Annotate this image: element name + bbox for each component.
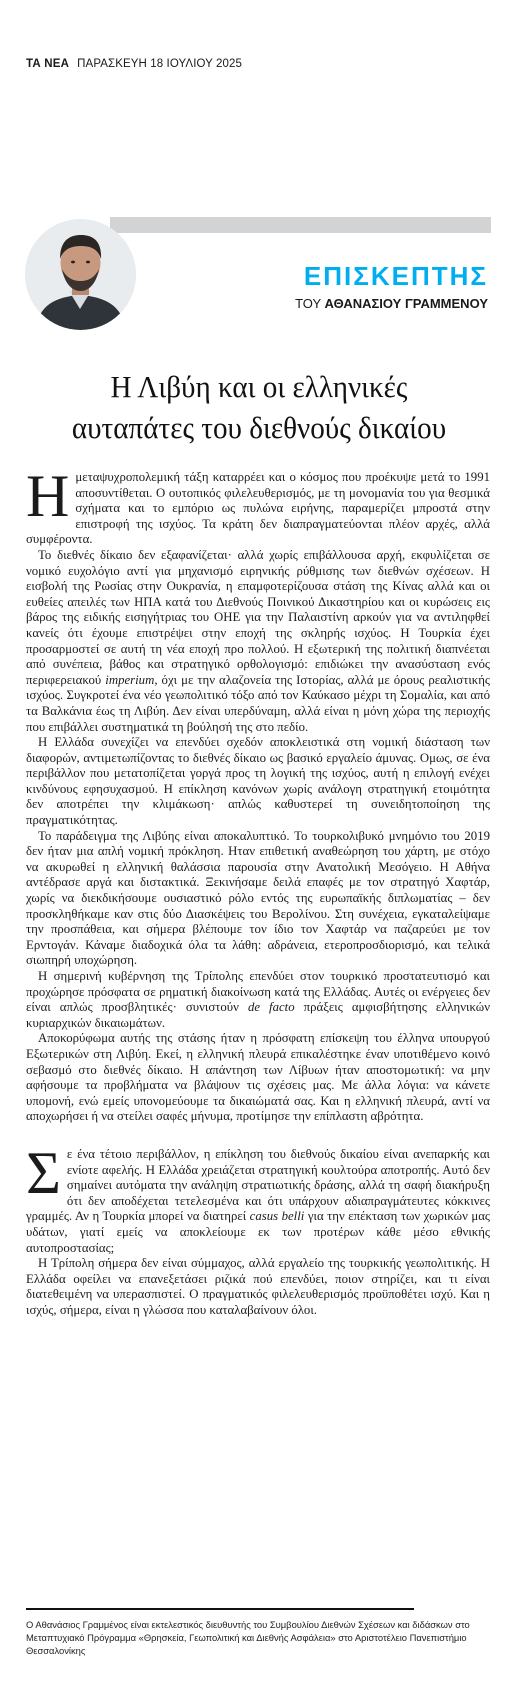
headline-line-2: αυταπάτες του διεθνούς δικαίου xyxy=(71,410,447,445)
author-name: ΑΘΑΝΑΣΙΟΥ ΓΡΑΜΜΕΝΟΥ xyxy=(324,296,488,311)
newspaper-name: ΤΑ ΝΕΑ xyxy=(26,58,70,70)
author-portrait-image xyxy=(25,219,136,330)
paragraph-8: Η Τρίπολη σήμερα δεν είναι σύμμαχος, αλλά εργαλείο της τουρκικής γεωπολιτικής. Η Ελλάδα οφείλει να επανεξετάσει ριζικά πού επενδύει, ποιον στηρίζει, και τι είναι διατεθειμένη να υπερασπιστεί. Ο πραγματικός φιλελευθερισμός προϋποθέτει ισχύ. Και η ισχύς, σήμερα, είναι η γλώσσα που καταλαβαίνουν όλοι. xyxy=(26,1256,490,1317)
column-name: ΕΠΙΣΚΕΠΤΗΣ xyxy=(303,261,488,291)
paragraph-3: Η Ελλάδα συνεχίζει να επενδύει σχεδόν αποκλειστικά στη νομική διάσταση των διαφορών, αντιμετωπίζοντας το διεθνές δίκαιο ως βασικό εργαλείο άμυνας. Ομως, σε ένα περιβάλλον που μετατοπίζεται γοργά προς τη λογική της ισχύος, αυτή η επιλογή ενέχει κινδύνους εφησυχασμού. Η επίκληση κανόνων χωρίς ανάλογη στρατηγική ετοιμότητα δεν αποτρέπει την κλιμάκωση· απλώς καθυστερεί τη συνειδητοποίηση της πραγματικότητας. xyxy=(26,735,490,828)
author-photo xyxy=(25,219,136,330)
paragraph-5-emphasis: de facto xyxy=(247,1000,295,1015)
paragraph-2 xyxy=(26,548,490,735)
article-body xyxy=(26,463,490,1318)
paragraph-7-text-b: για την επέκταση των χωρικών μας υδάτων, γιατί εμείς να αποκλείουμε εκ των προτέρων κάθε μέσο εθνικής αυτοπροστασίας; xyxy=(26,1209,490,1255)
paragraph-2-text-b: , όχι με την αλαζονεία της Ιστορίας, αλλά με όρους ρεαλιστικής ισχύος. Συγκροτεί ένα νέο γεωπολιτικό τόξο από τον Καύκασο μέχρι τη Σομαλία, και από τα Βαλκάνια έως τη Λιβύη. Δεν είναι υπερδύναμη, αλλά είναι η μόνη χώρα της περιοχής που επιβάλλει συστηματικά τη βούλησή της στο πεδίο. xyxy=(26,672,490,734)
author-bio: Ο Αθανάσιος Γραμμένος είναι εκτελεστικός διευθυντής του Συμβουλίου Διεθνών Σχέσεων και διδάσκων στο Μεταπτυχιακό Πρόγραμμα «Θρησκεία, Γεωπολιτική και Διεθνής Ασφάλεια» στο Αριστοτέλειο Πανεπιστήμιο Θεσσαλονίκης xyxy=(26,1619,470,1656)
paragraph-2-emphasis: imperium xyxy=(105,672,155,687)
paragraph-6: Αποκορύφωμα αυτής της στάσης ήταν η πρόσφατη επίσκεψη του έλληνα υπουργού Εξωτερικών στη Λιβύη. Εκεί, η ελληνική πλευρά επικαλέστηκε έναν υποτιθέμενο κοινό σεβασμό στο διεθνές δίκαιο. Η απάντηση των Λίβυων ήταν αποστομωτική: να μην αφήσουμε τα προβλήματα να βλάψουν τις σχέσεις μας. Με άλλα λόγια: να κάνετε υπομονή, ενώ εμείς υπονομεύουμε τα δικαιώματά σας. Και η ελληνική πλευρά, αντί να αποχωρήσει ή να στείλει σαφές μήνυμα, προτίμησε την επίπλαστη αβρότητα. xyxy=(26,1031,490,1124)
article-headline xyxy=(42,366,476,448)
column-header-bar xyxy=(110,217,491,233)
paragraph-5 xyxy=(26,969,490,1031)
paragraph-1 xyxy=(26,463,490,548)
issue-date: ΠΑΡΑΣΚΕΥΗ 18 ΙΟΥΛΙΟΥ 2025 xyxy=(77,58,243,70)
paragraph-7 xyxy=(26,1139,490,1256)
paragraph-4: Το παράδειγμα της Λιβύης είναι αποκαλυπτικό. Το τουρκολιβυκό μνημόνιο του 2019 δεν ήταν μια απλή νομική πρόκληση. Ηταν επιθετική αναθεώρηση του χάρτη, με στόχο να ακυρωθεί η ελληνική θαλάσσια παρουσία στην Ανατολική Μεσόγειο. Η Αθήνα αντέδρασε αργά και διστακτικά. Ξεκινήσαμε δειλά επαφές με τον στρατηγό Χαφτάρ, χωρίς να διεκδικήσουμε ουσιαστικό ρόλο εντός της ευρωπαϊκής διπλωματίας – δεν προσκληθήκαμε καν στις δύο Διασκέψεις του Βερολίνου. Στη συνέχεια, εγκαταλείψαμε την προσπάθεια, και σήμερα βλέπουμε τον ίδιο τον Χαφτάρ να παζαρεύει με τον Ερντογάν. Κάναμε διαδοχικά όλα τα λάθη: αδράνεια, ετεροπροσδιορισμό, και τελικά σιωπηρή υποχώρηση. xyxy=(26,828,490,968)
masthead xyxy=(26,58,491,72)
paragraph-7-emphasis: casus belli xyxy=(249,1209,305,1224)
headline-line-1: Η Λιβύη και οι ελληνικές xyxy=(110,369,408,404)
paragraph-1-text: μεταψυχροπολεμική τάξη καταρρέει και ο κόσμος που προέκυψε μετά το 1991 αποσυντίθεται. Ο ουτοπικός φιλελευθερισμός, με τη μονομανία του για θεσμικά σχήματα και το εμπόριο ως πυλώνα ειρήνης, παραμερίζει μπροστά στην επιστροφή της ισχύος. Τα κράτη δεν διαπραγματεύονται πλέον αρχές, αλλά συμφέροντα. xyxy=(26,470,490,547)
paragraph-5-text-b: πράξεις αμφισβήτησης ελληνικών κυριαρχικών δικαιωμάτων. xyxy=(26,1000,490,1030)
paragraph-7-text-a: ε ένα τέτοιο περιβάλλον, η επίκληση του διεθνούς δικαίου είναι ανεπαρκής και ενίοτε αφελής. Η Ελλάδα χρειάζεται στρατηγική κουλτούρα αποτροπής. Αυτό δεν σημαίνει αυτόματα την ανάληψη στρατιωτικής δράσης, αλλά τη σαφή διακήρυξη ότι δεν αποδέχεται τετελεσμένα και ότι υπάρχουν αδιαπραγμάτευτες κόκκινες γραμμές. Αν η Τουρκία μπορεί να διατηρεί xyxy=(26,1146,490,1224)
article-end-rule xyxy=(26,1608,414,1610)
paragraph-2-text-a: Το διεθνές δίκαιο δεν εξαφανίζεται· αλλά χωρίς επιβάλλουσα αρχή, εκφυλίζεται σε νομικό ευχολόγιο αντί για μηχανισμό ειρηνικής ρύθμισης των διεθνών σχέσεων. Η εισβολή της Ρωσίας στην Ουκρανία, η επαμφοτερίζουσα στάση της Κίνας αλλά και οι ευθείες απειλές των ΗΠΑ κατά του Διεθνούς Ποινικού Δικαστηρίου και οι κυρώσεις εις βάρος της ειδικής εισηγήτριας του ΟΗΕ για την Παλαιστίνη αρκούν για να αντιληφθεί κανείς ότι έχουμε επιστρέψει στην εποχή της σκληρής ισχύος. Η Τουρκία έχει προσαρμοστεί σε αυτή τη νέα εποχή προ πολλού. Η εξωτερική της πολιτική διαπνέεται από συνέπεια, βάθος και στρατηγικό ορθολογισμό: επιδιώκει την ανασύσταση ενός περιφερειακού xyxy=(26,547,490,687)
drop-cap-2: Σ xyxy=(26,1139,61,1206)
byline-prefix: ΤΟΥ xyxy=(295,296,321,311)
byline xyxy=(140,296,488,312)
drop-cap: Η xyxy=(26,463,70,529)
paragraph-5-text-a: Η σημερινή κυβέρνηση της Τρίπολης επενδύει στον τουρκικό προστατευτισμό και προχώρησε πρόσφατα σε ρηματική διακοίνωση κατά της Ελλάδας. Αυτές οι ενέργειες δεν είναι απλώς προσβλητικές· συνιστούν xyxy=(26,969,490,1015)
